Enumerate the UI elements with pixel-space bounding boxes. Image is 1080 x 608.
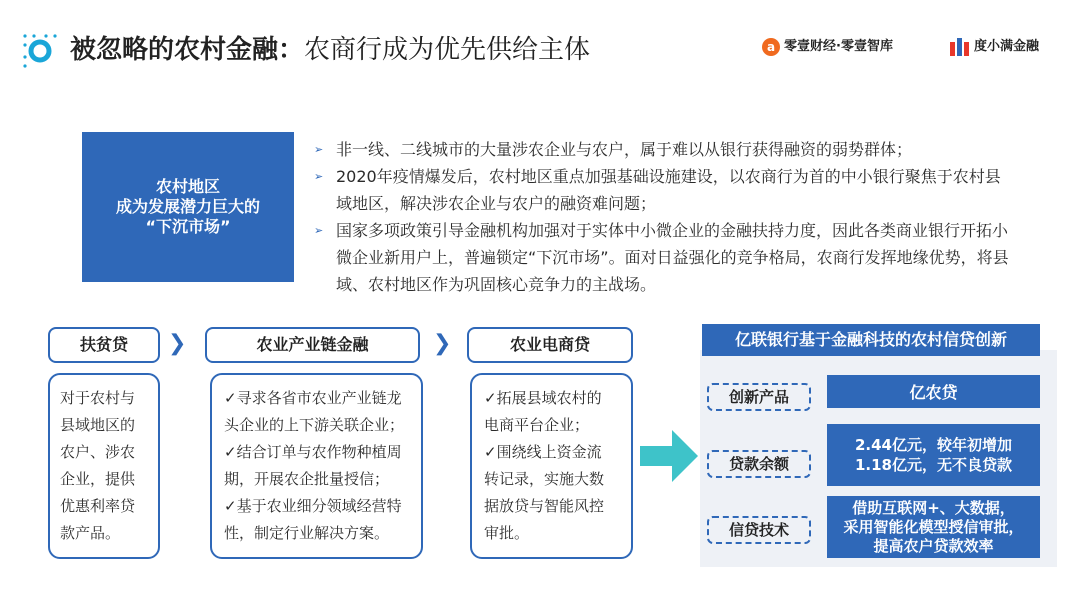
detail-line: 电商平台企业；	[484, 416, 590, 434]
detail-line: ✓寻求各省市农业产业链龙	[224, 389, 402, 407]
tile-agri-chain-finance: 农业产业链金融	[205, 327, 420, 363]
value-loan-balance	[827, 424, 1040, 486]
detail-line: 审批。	[484, 524, 530, 542]
arrow-bullet-icon: ➢	[314, 170, 324, 183]
detail-line: ✓结合订单与农作物种植周	[224, 443, 402, 461]
arrow-bullet-icon: ➢	[314, 224, 324, 237]
arrow-bullet-icon: ➢	[314, 143, 324, 156]
page-title	[70, 28, 590, 72]
bullet-list	[310, 136, 1015, 298]
detail-line: 据放贷与智能风控	[484, 497, 605, 515]
bullet-item	[310, 163, 1015, 217]
title-rest: 农商行成为优先供给主体	[304, 35, 591, 65]
value-line: 采用智能化模型授信审批，	[843, 517, 1024, 536]
tile-poverty-loan: 扶贫贷	[48, 327, 160, 363]
label-product: 创新产品	[707, 383, 811, 411]
detail-line: 农户、涉农	[60, 443, 136, 461]
intro-line: 农村地区	[155, 177, 220, 196]
detail-line: 性，制定行业解决方案。	[224, 524, 390, 542]
ring-logo-icon	[22, 33, 58, 69]
detail-line: 头企业的上下游关联企业；	[224, 416, 405, 434]
chevron-right-icon: ❯	[168, 331, 187, 356]
detail-line: 期，开展农企批量授信；	[224, 470, 390, 488]
intro-box	[82, 132, 294, 282]
duxiaoman-logo-icon	[950, 38, 970, 56]
value-line: 亿农贷	[909, 383, 958, 402]
bullet-text: 2020年疫情爆发后，农村地区重点加强基础设施建设，以农商行为首的中小银行聚焦于农村县域地区，解决涉农企业与农户的融资难问题；	[336, 167, 1001, 213]
intro-line: 成为发展潜力巨大的	[115, 197, 260, 216]
bullet-text: 非一线、二线城市的大量涉农企业与农户，属于难以从银行获得融资的弱势群体；	[336, 140, 913, 159]
detail-line: 县域地区的	[60, 416, 136, 434]
detail-poverty-loan	[48, 373, 160, 559]
value-product	[827, 375, 1040, 408]
innovation-panel-title: 亿联银行基于金融科技的农村信贷创新	[702, 324, 1040, 356]
label-loan-balance: 贷款余额	[707, 450, 811, 478]
detail-line: 企业，提供	[60, 470, 136, 488]
bullet-text: 国家多项政策引导金融机构加强对于实体中小微企业的金融扶持力度，因此各类商业银行开拓小微企业新用户上，普遍锁定“下沉市场”。面对日益强化的竞争格局，农商行发挥地缘优势，将县域、农村地区作为巩固核心竞争力的主战场。	[336, 221, 1009, 294]
label-credit-tech: 信贷技术	[707, 516, 811, 544]
bullet-item	[310, 217, 1015, 298]
detail-line: 对于农村与	[60, 389, 136, 407]
detail-line: ✓基于农业细分领域经营特	[224, 497, 402, 515]
value-line: 借助互联网+、大数据，	[852, 498, 1015, 517]
detail-line: ✓围绕线上资金流	[484, 443, 602, 461]
value-line: 2.44亿元，较年初增加	[854, 436, 1012, 454]
detail-line: 优惠利率贷	[60, 497, 136, 515]
detail-agri-ecommerce-loan	[470, 373, 633, 559]
detail-line: ✓拓展县域农村的	[484, 389, 602, 407]
chevron-right-icon: ❯	[433, 331, 452, 356]
intro-line: “下沉市场”	[145, 217, 231, 236]
brand-lingyi: 零壹财经·零壹智库	[784, 39, 893, 54]
lingyi-logo-icon: a	[762, 38, 780, 56]
value-credit-tech	[827, 496, 1040, 558]
detail-line: 转记录，实施大数	[484, 470, 605, 488]
bullet-item	[310, 136, 1015, 163]
title-bold: 被忽略的农村金融：	[70, 35, 305, 65]
brand-duxiaoman: 度小满金融	[974, 39, 1040, 54]
detail-agri-chain-finance	[210, 373, 423, 559]
detail-line: 款产品。	[60, 524, 121, 542]
value-line: 1.18亿元，无不良贷款	[854, 456, 1012, 474]
tile-agri-ecommerce-loan: 农业电商贷	[467, 327, 633, 363]
big-arrow-right-icon	[640, 426, 700, 486]
value-line: 提高农户贷款效率	[873, 536, 994, 555]
